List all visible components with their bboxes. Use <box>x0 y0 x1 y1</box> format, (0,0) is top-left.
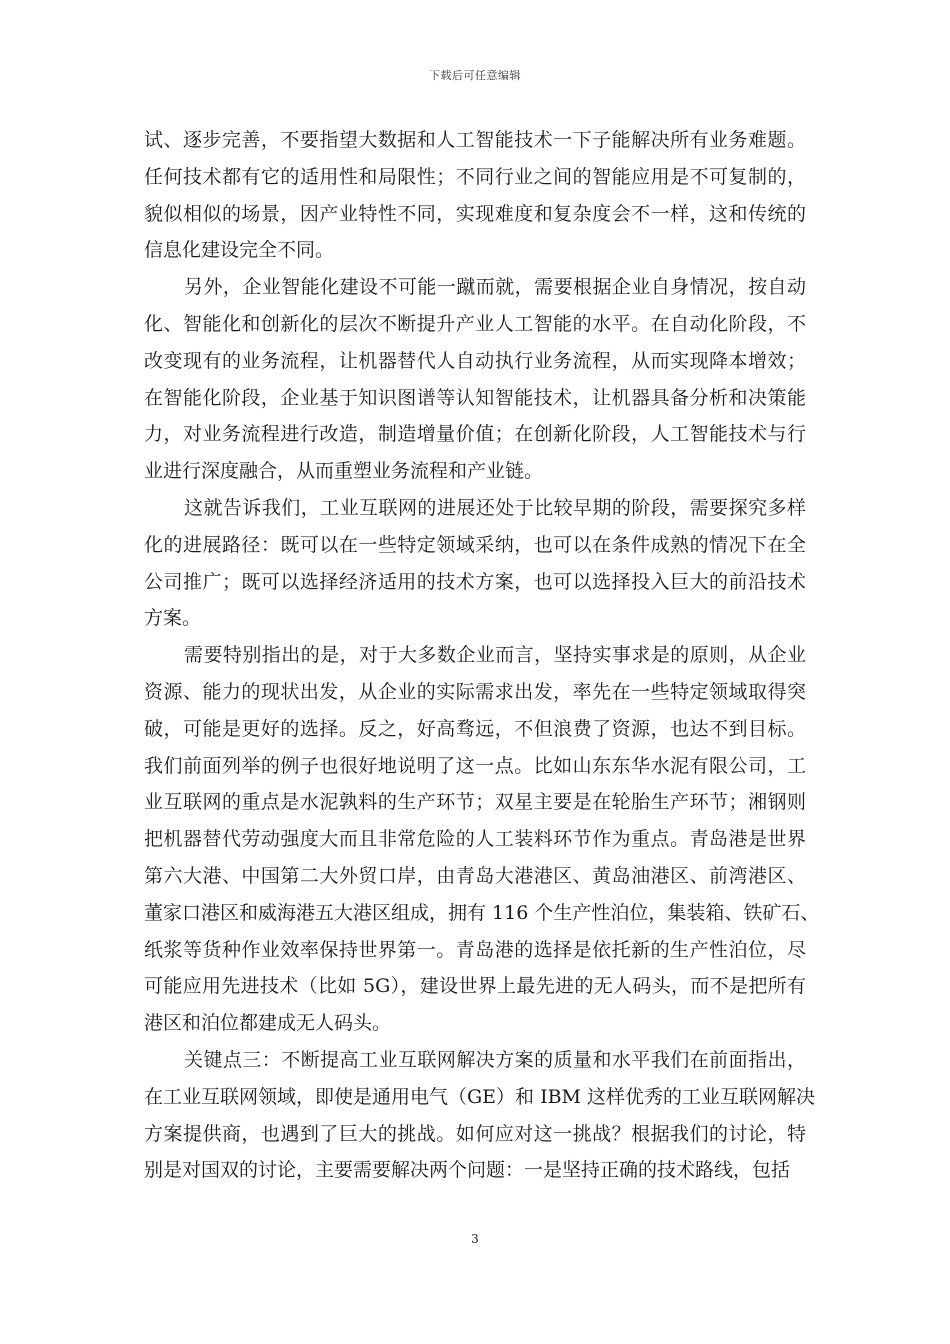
paragraph <box>144 122 806 269</box>
page-number: 3 <box>471 1232 479 1246</box>
document-body <box>144 122 820 1189</box>
paragraph-line: 改变现有的业务流程，让机器替代人自动执行业务流程，从而实现降本增效； <box>144 349 806 372</box>
paragraph-line: 这就告诉我们，工业互联网的进展还处于比较早期的阶段，需要探究多样 <box>184 496 806 519</box>
paragraph-line: 纸浆等货种作业效率保持世界第一。青岛港的选择是依托新的生产性泊位，尽 <box>144 938 806 961</box>
paragraph-line: 业进行深度融合，从而重塑业务流程和产业链。 <box>144 460 544 483</box>
paragraph-line: 试、逐步完善，不要指望大数据和人工智能技术一下子能解决所有业务难题。 <box>144 129 806 151</box>
paragraph-line: 港区和泊位都建成无人码头。 <box>144 1012 392 1035</box>
paragraph-line: 我们前面列举的例子也很好地说明了这一点。比如山东东华水泥有限公司，工 <box>144 754 806 777</box>
paragraph <box>144 637 820 1042</box>
paragraph-line: 化、智能化和创新化的层次不断提升产业人工智能的水平。在自动化阶段，不 <box>144 312 806 335</box>
paragraph-line: 方案提供商，也遇到了巨大的挑战。如何应对这一挑战？根据我们的讨论，特 <box>144 1122 806 1145</box>
paragraph-line: 关键点三：不断提高工业互联网解决方案的质量和水平我们在前面指出， <box>184 1048 806 1071</box>
paragraph-line: 第六大港、中国第二大外贸口岸，由青岛大港港区、黄岛油港区、前湾港区、 <box>144 864 806 887</box>
paragraph-line: 任何技术都有它的适用性和局限性；不同行业之间的智能应用是不可复制的， <box>144 165 806 188</box>
paragraph-line: 力，对业务流程进行改造，制造增量价值；在创新化阶段，人工智能技术与行 <box>144 423 806 446</box>
paragraph <box>144 1042 816 1189</box>
paragraph-line: 貌似相似的场景，因产业特性不同，实现难度和复杂度会不一样，这和传统的 <box>144 202 806 225</box>
paragraph-line: 破，可能是更好的选择。反之，好高骛远，不但浪费了资源，也达不到目标。 <box>144 717 806 740</box>
paragraph-line: 化的进展路径：既可以在一些特定领域采纳，也可以在条件成熟的情况下在全 <box>144 533 806 556</box>
paragraph-line: 业互联网的重点是水泥孰料的生产环节；双星主要是在轮胎生产环节；湘钢则 <box>144 791 806 814</box>
paragraph-line: 把机器替代劳动强度大而且非常危险的人工装料环节作为重点。青岛港是世界 <box>144 828 806 851</box>
page-header: 下载后可任意编辑 <box>429 69 521 82</box>
paragraph-line: 可能应用先进技术（比如 5G），建设世界上最先进的无人码头，而不是把所有 <box>144 975 806 998</box>
paragraph-line: 在智能化阶段，企业基于知识图谱等认知智能技术，让机器具备分析和决策能 <box>144 386 806 409</box>
paragraph <box>144 269 806 490</box>
paragraph-line: 需要特别指出的是，对于大多数企业而言，坚持实事求是的原则，从企业 <box>184 644 806 667</box>
paragraph-line: 董家口港区和威海港五大港区组成，拥有 116 个生产性泊位，集装箱、铁矿石、 <box>144 901 820 924</box>
paragraph-line: 资源、能力的现状出发，从企业的实际需求出发，率先在一些特定领域取得突 <box>144 680 806 703</box>
paragraph-line: 公司推广；既可以选择经济适用的技术方案，也可以选择投入巨大的前沿技术 <box>144 570 806 593</box>
paragraph-line: 在工业互联网领域，即使是通用电气（GE）和 IBM 这样优秀的工业互联网解决 <box>144 1085 816 1108</box>
paragraph <box>144 490 806 637</box>
paragraph-line: 方案。 <box>144 607 202 630</box>
paragraph-line: 别是对国双的讨论，主要需要解决两个问题：一是坚持正确的技术路线，包括 <box>144 1159 791 1182</box>
paragraph-line: 另外，企业智能化建设不可能一蹴而就，需要根据企业自身情况，按自动 <box>184 276 806 299</box>
paragraph-line: 信息化建设完全不同。 <box>144 239 335 262</box>
